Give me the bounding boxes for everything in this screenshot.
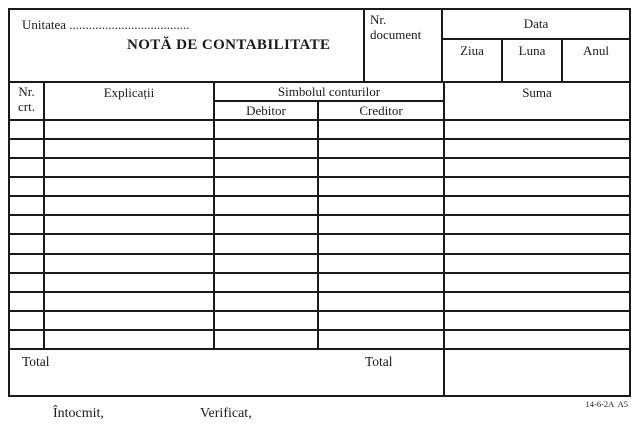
table-row	[10, 293, 629, 312]
cell-suma	[445, 178, 629, 195]
total-label-explicatii: Total	[22, 354, 50, 369]
table-row	[10, 178, 629, 197]
cell-nr-crt	[10, 255, 45, 272]
cell-nr-crt	[10, 235, 45, 252]
table-row	[10, 121, 629, 140]
form-title: NOTĂ DE CONTABILITATE	[127, 37, 331, 53]
header-suma: Suma	[522, 85, 552, 100]
form-code: 14-6-2A A5	[585, 399, 628, 409]
data-label: Data	[443, 10, 629, 40]
table-row	[10, 255, 629, 274]
total-suma-cell	[445, 350, 629, 395]
cell-suma	[445, 274, 629, 291]
table-row	[10, 216, 629, 235]
cell-nr-crt	[10, 274, 45, 291]
verificat-label: Verificat,	[200, 406, 252, 421]
header-nr-crt: Nr. crt.	[10, 83, 45, 119]
form-header-section	[10, 10, 629, 83]
cell-suma	[445, 235, 629, 252]
header-simbolul-group	[215, 83, 445, 119]
cell-suma	[445, 293, 629, 310]
cell-creditor	[319, 197, 445, 214]
cell-suma	[445, 255, 629, 272]
cell-creditor	[319, 140, 445, 157]
table-row	[10, 331, 629, 350]
nr-document-box: Nr. document	[365, 10, 443, 81]
accounting-note-form	[8, 8, 631, 397]
cell-creditor	[319, 255, 445, 272]
table-row	[10, 235, 629, 254]
cell-debitor	[215, 255, 319, 272]
cell-creditor	[319, 235, 445, 252]
cell-nr-crt	[10, 140, 45, 157]
header-creditor: Creditor	[359, 103, 403, 118]
cell-debitor	[215, 159, 319, 176]
total-row	[10, 350, 629, 395]
cell-explicatii	[45, 274, 215, 291]
data-cell-ziua: Ziua	[443, 40, 503, 81]
cell-explicatii	[45, 178, 215, 195]
cell-explicatii	[45, 216, 215, 233]
table-header	[10, 83, 629, 121]
cell-suma	[445, 312, 629, 329]
data-box	[443, 10, 629, 81]
data-cell-anul: Anul	[583, 43, 609, 58]
total-left-area	[10, 350, 445, 395]
unit-and-title-box	[10, 10, 365, 81]
cell-debitor	[215, 178, 319, 195]
cell-explicatii	[45, 121, 215, 138]
data-cells	[443, 40, 629, 81]
cell-creditor	[319, 121, 445, 138]
header-explicatii: Explicații	[45, 83, 215, 119]
cell-nr-crt	[10, 159, 45, 176]
table-row	[10, 197, 629, 216]
intocmit-label: Întocmit,	[53, 406, 104, 421]
cell-nr-crt	[10, 121, 45, 138]
cell-creditor	[319, 293, 445, 310]
cell-suma	[445, 216, 629, 233]
cell-nr-crt	[10, 312, 45, 329]
cell-debitor	[215, 274, 319, 291]
cell-suma	[445, 140, 629, 157]
header-simbolul-subrow	[215, 102, 443, 119]
cell-creditor	[319, 274, 445, 291]
cell-explicatii	[45, 255, 215, 272]
unitatea-field: Unitatea .....................................	[22, 17, 190, 32]
cell-creditor	[319, 216, 445, 233]
total-label-conturi: Total	[365, 354, 393, 369]
cell-nr-crt	[10, 178, 45, 195]
cell-nr-crt	[10, 197, 45, 214]
table-row	[10, 312, 629, 331]
table-row	[10, 274, 629, 293]
cell-suma	[445, 331, 629, 348]
header-debitor: Debitor	[215, 102, 319, 119]
cell-creditor	[319, 331, 445, 348]
cell-explicatii	[45, 293, 215, 310]
cell-explicatii	[45, 197, 215, 214]
cell-explicatii	[45, 331, 215, 348]
header-simbolul-conturilor: Simbolul conturilor	[215, 83, 443, 102]
cell-suma	[445, 121, 629, 138]
cell-creditor	[319, 312, 445, 329]
cell-explicatii	[45, 235, 215, 252]
cell-debitor	[215, 312, 319, 329]
table-body	[10, 121, 629, 350]
cell-nr-crt	[10, 216, 45, 233]
table-row	[10, 159, 629, 178]
cell-suma	[445, 159, 629, 176]
table-row	[10, 140, 629, 159]
cell-debitor	[215, 121, 319, 138]
cell-creditor	[319, 159, 445, 176]
cell-debitor	[215, 235, 319, 252]
data-cell-luna: Luna	[503, 40, 563, 81]
cell-debitor	[215, 331, 319, 348]
cell-debitor	[215, 293, 319, 310]
cell-explicatii	[45, 312, 215, 329]
cell-debitor	[215, 197, 319, 214]
cell-suma	[445, 197, 629, 214]
cell-creditor	[319, 178, 445, 195]
cell-nr-crt	[10, 293, 45, 310]
cell-nr-crt	[10, 331, 45, 348]
cell-debitor	[215, 140, 319, 157]
cell-explicatii	[45, 159, 215, 176]
cell-explicatii	[45, 140, 215, 157]
cell-debitor	[215, 216, 319, 233]
